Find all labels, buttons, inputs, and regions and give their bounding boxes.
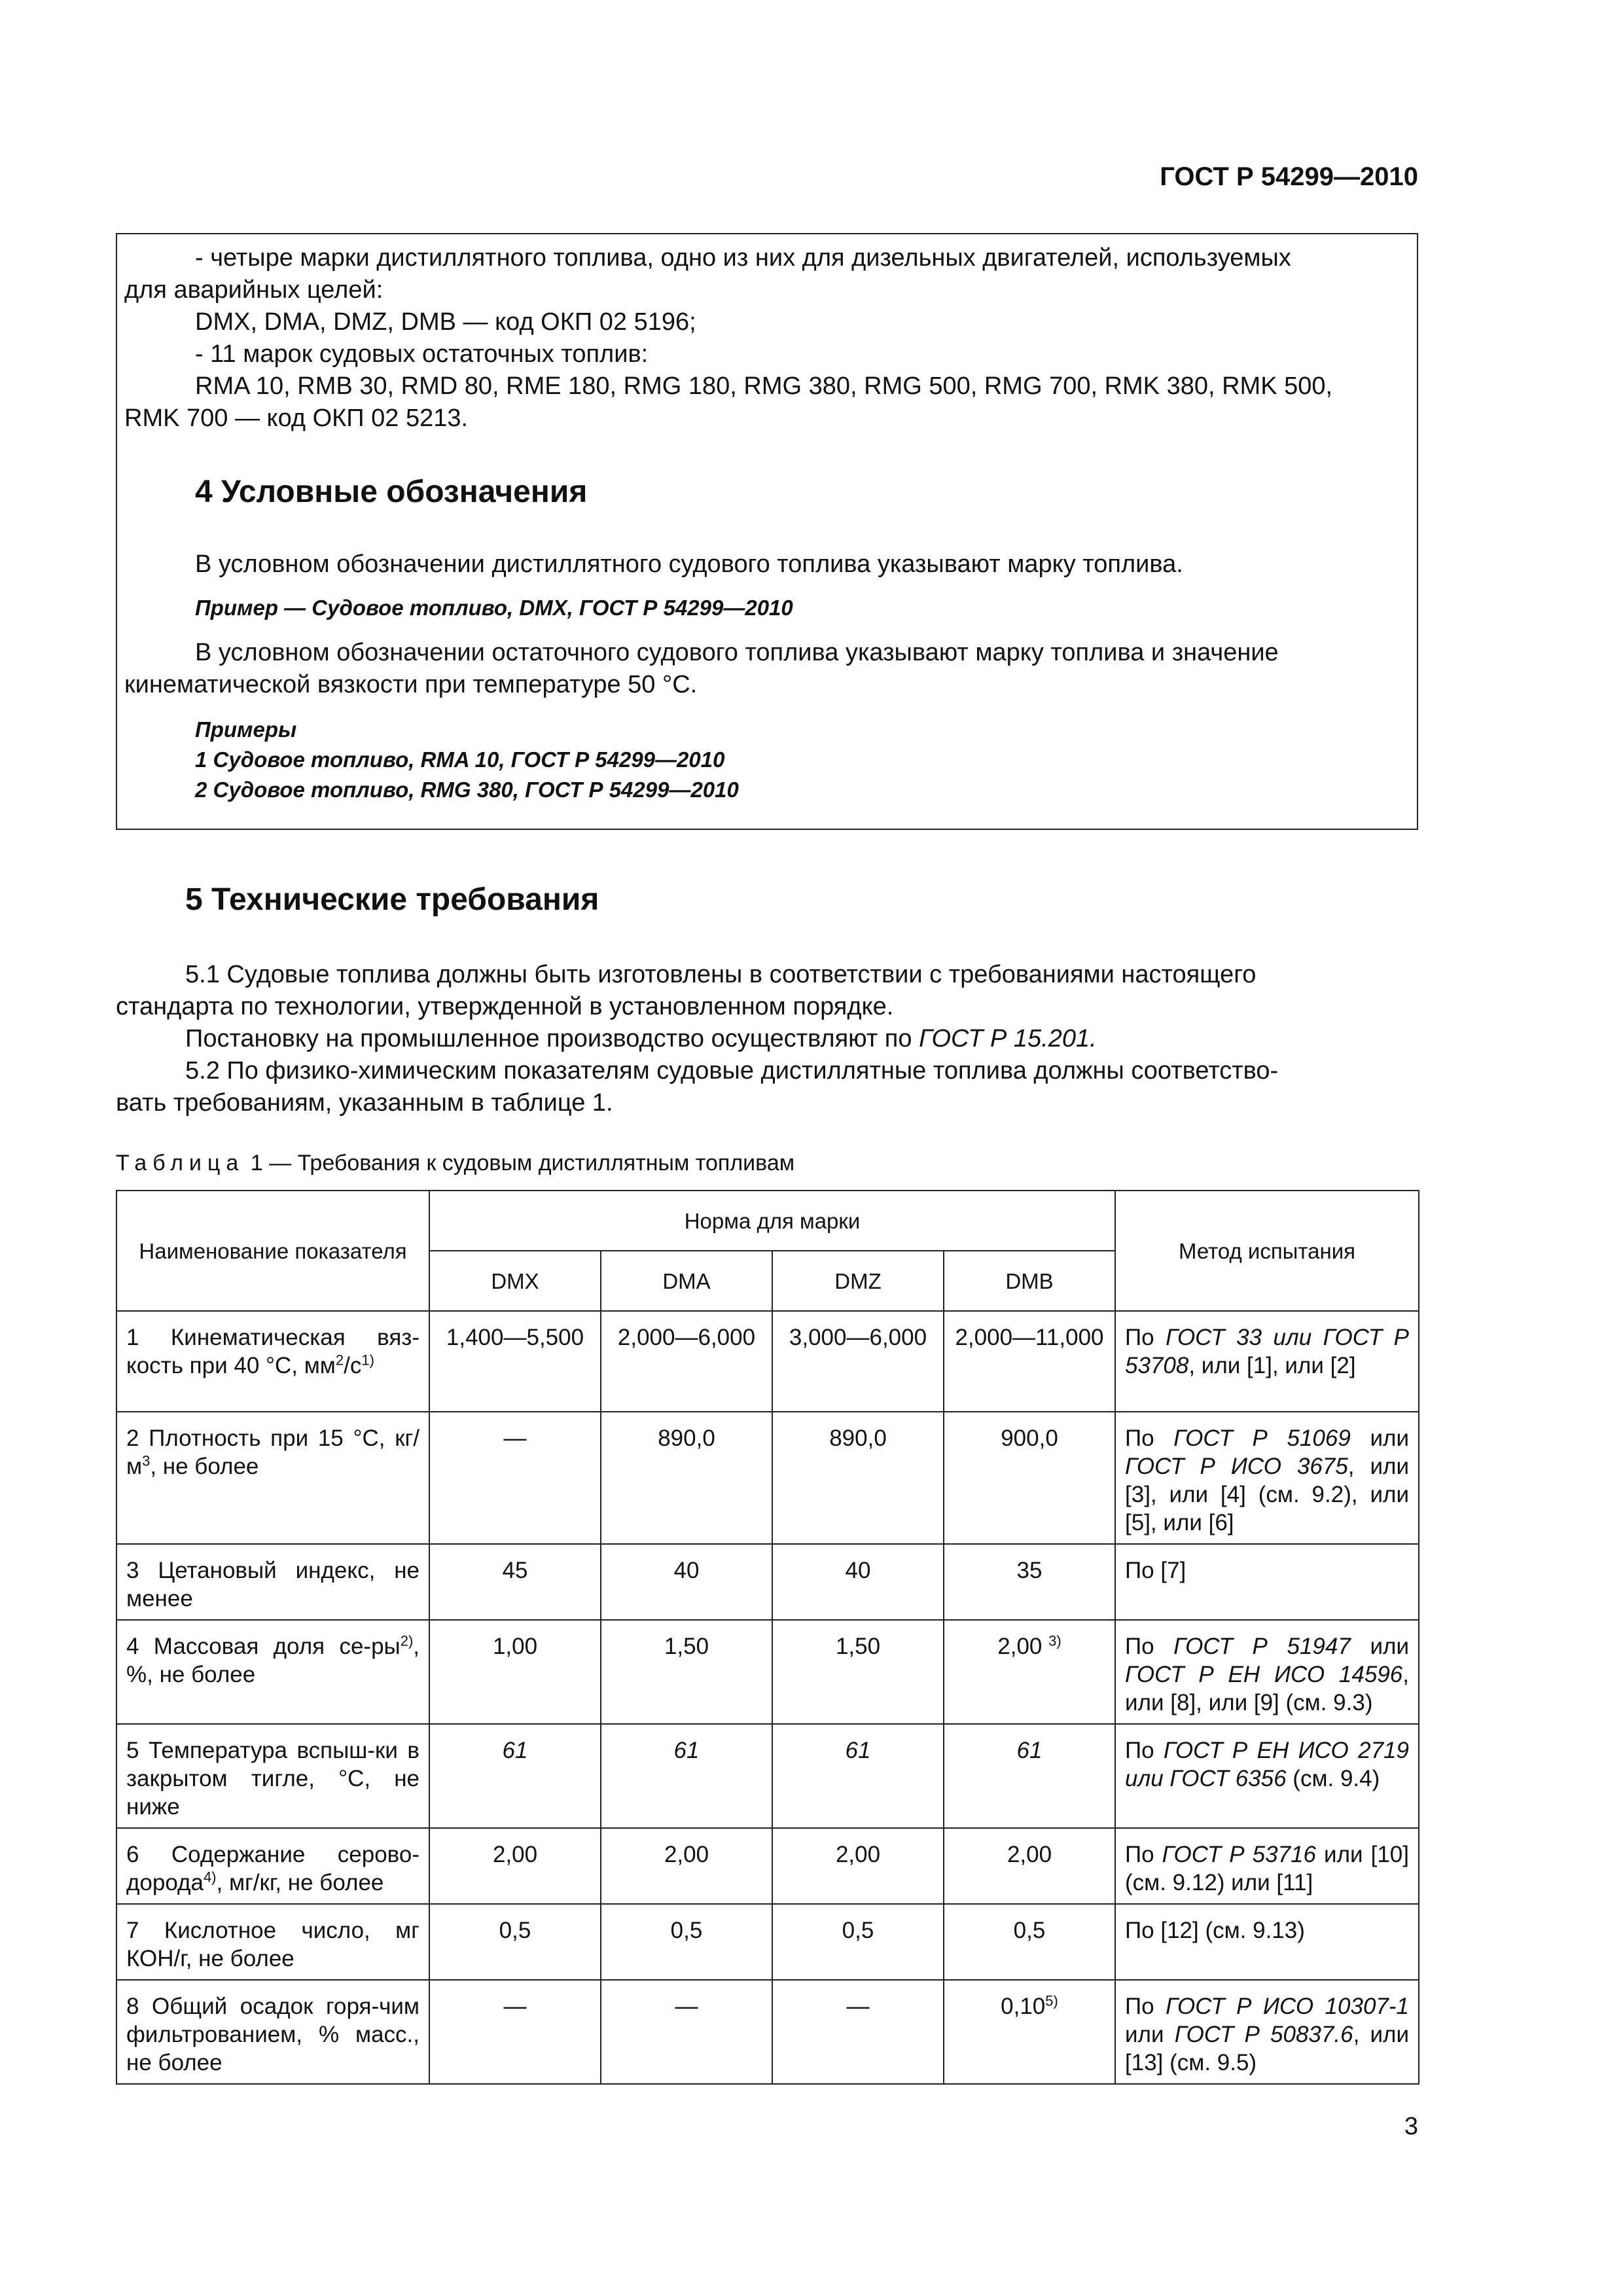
row-1-method-c: , или [1], или [2] — [1188, 1353, 1356, 1378]
section-5-p2 — [185, 1023, 1097, 1055]
table-row — [116, 1311, 1419, 1412]
row-7-dmz: 0,5 — [772, 1904, 944, 1980]
row-2-dmz: 890,0 — [772, 1412, 944, 1544]
row-3-dma: 40 — [601, 1544, 772, 1620]
row-2-method-a: По — [1125, 1426, 1174, 1451]
row-5-method-ref: ГОСТ Р ЕН ИСО 2719 или ГОСТ 6356 — [1125, 1738, 1409, 1791]
row-1-name-mid: /с — [344, 1353, 362, 1378]
table-row — [116, 1412, 1419, 1544]
section-4-heading: 4 Условные обозначения — [195, 475, 588, 509]
header-grade-dmz: DMZ — [772, 1251, 944, 1311]
header-grade-dmb: DMB — [944, 1251, 1115, 1311]
row-8-method-e: , или [13] (см. 9.5) — [1125, 2022, 1409, 2075]
row-8-method-c: или — [1125, 2022, 1175, 2047]
row-3-method: По [7] — [1115, 1544, 1419, 1620]
section-5-p2-text: Постановку на промышленное производство осуществляют по — [185, 1025, 919, 1052]
box-line-6: RMK 700 — код ОКП 02 5213. — [124, 404, 469, 432]
table-row — [116, 1544, 1419, 1620]
row-8-method-ref-2: ГОСТ Р 50837.6 — [1174, 2022, 1353, 2047]
section-4-examples-title: Примеры — [195, 717, 297, 742]
row-7-dmb: 0,5 — [944, 1904, 1115, 1980]
row-2-method-e: , или [3], или [4] (см. 9.2), или [5], или [6] — [1125, 1454, 1409, 1535]
header-indicator-name: Наименование показателя — [116, 1191, 429, 1311]
row-8-dmb — [944, 1980, 1115, 2084]
row-5-dmx: 61 — [429, 1724, 601, 1828]
row-4-dmb-value: 2,00 — [997, 1634, 1043, 1659]
row-4-method — [1115, 1620, 1419, 1724]
table-row — [116, 1620, 1419, 1724]
table-1 — [116, 1190, 1419, 2085]
row-8-dmb-value: 0,10 — [1001, 1994, 1046, 2019]
row-5-method — [1115, 1724, 1419, 1828]
table-caption-number: 1 — — [244, 1151, 298, 1175]
row-4-dmb — [944, 1620, 1115, 1724]
row-2-sup: 3 — [142, 1452, 151, 1469]
row-2-name-tail: , не более — [150, 1454, 259, 1479]
row-2-dma: 890,0 — [601, 1412, 772, 1544]
header-grade-dmx: DMX — [429, 1251, 601, 1311]
row-1-method — [1115, 1311, 1419, 1412]
row-5-method-a: По — [1125, 1738, 1164, 1763]
row-4-method-c: или — [1350, 1634, 1409, 1659]
row-1-sup-b: 1) — [361, 1352, 374, 1369]
row-1-name-text: 1 Кинематическая вяз-кость при 40 °С, мм — [126, 1325, 419, 1378]
row-1-dma: 2,000—6,000 — [601, 1311, 772, 1412]
row-1-dmx: 1,400—5,500 — [429, 1311, 601, 1412]
row-2-method-ref-1: ГОСТ Р 51069 — [1173, 1426, 1351, 1451]
row-5-name: 5 Температура вспыш-ки в закрытом тигле, °С, не ниже — [116, 1724, 429, 1828]
header-norm: Норма для марки — [429, 1191, 1115, 1251]
document-id: ГОСТ Р 54299—2010 — [1160, 162, 1418, 191]
section-4-example-2: 2 Судовое топливо, RMG 380, ГОСТ Р 54299—2010 — [195, 778, 739, 802]
table-row — [116, 1904, 1419, 1980]
section-5-p3b: вать требованиям, указанным в таблице 1. — [116, 1089, 613, 1117]
row-7-method: По [12] (см. 9.13) — [1115, 1904, 1419, 1980]
table-caption-text: Требования к судовым дистиллятным топливам — [297, 1151, 795, 1175]
row-6-dma: 2,00 — [601, 1828, 772, 1904]
section-5-p1a: 5.1 Судовые топлива должны быть изготовлены в соответствии с требованиями настоящего — [185, 961, 1257, 988]
section-5-p1b: стандарта по технологии, утвержденной в установленном порядке. — [116, 993, 894, 1020]
header-grade-dma: DMA — [601, 1251, 772, 1311]
row-8-name: 8 Общий осадок горя-чим фильтрованием, % масс., не более — [116, 1980, 429, 2084]
row-1-sup-a: 2 — [335, 1352, 344, 1369]
row-8-method-a: По — [1125, 1994, 1166, 2019]
table-1-caption — [116, 1150, 794, 1176]
row-1-dmb: 2,000—11,000 — [944, 1311, 1115, 1412]
row-6-name — [116, 1828, 429, 1904]
row-1-method-ref: ГОСТ 33 или ГОСТ Р 53708 — [1125, 1325, 1409, 1378]
row-6-sup: 4) — [203, 1869, 217, 1886]
row-5-method-c: (см. 9.4) — [1286, 1766, 1380, 1791]
row-4-method-ref-2: ГОСТ Р ЕН ИСО 14596 — [1125, 1662, 1403, 1687]
row-4-dmz: 1,50 — [772, 1620, 944, 1724]
row-1-dmz: 3,000—6,000 — [772, 1311, 944, 1412]
row-2-dmb: 900,0 — [944, 1412, 1115, 1544]
row-2-method — [1115, 1412, 1419, 1544]
row-6-name-text: 6 Содержание серово-дорода — [126, 1842, 419, 1895]
row-3-dmb: 35 — [944, 1544, 1115, 1620]
box-line-4: - 11 марок судовых остаточных топлив: — [195, 340, 649, 368]
row-8-method-ref-1: ГОСТ Р ИСО 10307-1 — [1166, 1994, 1409, 2019]
row-7-dma: 0,5 — [601, 1904, 772, 1980]
row-3-dmz: 40 — [772, 1544, 944, 1620]
row-5-dmb: 61 — [944, 1724, 1115, 1828]
table-row — [116, 1724, 1419, 1828]
header-method: Метод испытания — [1115, 1191, 1419, 1311]
box-line-3: DMX, DMA, DMZ, DMB — код ОКП 02 5196; — [195, 308, 696, 336]
table-row — [116, 1980, 1419, 2084]
row-8-dma: — — [601, 1980, 772, 2084]
row-2-name-text: 2 Плотность при 15 °С, кг/м — [126, 1426, 419, 1479]
row-4-dma: 1,50 — [601, 1620, 772, 1724]
row-6-method-c: или [10] (см. 9.12) или [11] — [1125, 1842, 1409, 1895]
row-6-dmz: 2,00 — [772, 1828, 944, 1904]
section-4-example-1: 1 Судовое топливо, RMA 10, ГОСТ Р 54299—2010 — [195, 747, 725, 772]
row-5-dma: 61 — [601, 1724, 772, 1828]
row-2-method-ref-2: ГОСТ Р ИСО 3675 — [1125, 1454, 1348, 1479]
section-4-paragraph-2b: кинематической вязкости при температуре 50 °С. — [124, 671, 698, 698]
row-1-method-a: По — [1125, 1325, 1166, 1350]
row-3-dmx: 45 — [429, 1544, 601, 1620]
section-4-paragraph-1: В условном обозначении дистиллятного судового топлива указывают марку топлива. — [195, 550, 1183, 578]
row-6-method — [1115, 1828, 1419, 1904]
row-6-method-a: По — [1125, 1842, 1162, 1867]
box-line-1: - четыре марки дистиллятного топлива, одно из них для дизельных двигателей, используемых — [195, 244, 1291, 272]
section-5-heading: 5 Технические требования — [185, 882, 599, 917]
row-4-name-text: 4 Массовая доля се-ры — [126, 1634, 401, 1659]
row-4-method-a: По — [1125, 1634, 1174, 1659]
row-4-dmb-sup: 3) — [1048, 1632, 1061, 1649]
row-6-dmx: 2,00 — [429, 1828, 601, 1904]
row-2-name — [116, 1412, 429, 1544]
row-6-method-ref: ГОСТ Р 53716 — [1162, 1842, 1317, 1867]
row-8-dmx: — — [429, 1980, 601, 2084]
table-row — [116, 1828, 1419, 1904]
row-4-name-tail: , %, не более — [126, 1634, 419, 1687]
section-4-example: Пример — Судовое топливо, DMX, ГОСТ Р 54299—2010 — [195, 596, 793, 620]
box-line-5: RMA 10, RMB 30, RMD 80, RME 180, RMG 180, RMG 380, RMG 500, RMG 700, RMK 380, RMK 500, — [195, 372, 1333, 400]
row-4-method-ref-1: ГОСТ Р 51947 — [1173, 1634, 1351, 1659]
row-8-dmb-sup: 5) — [1045, 1992, 1058, 2009]
gost-15-201-reference: ГОСТ Р 15.201. — [919, 1025, 1097, 1052]
row-4-dmx: 1,00 — [429, 1620, 601, 1724]
table-caption-label: Таблица — [116, 1151, 245, 1175]
row-6-dmb: 2,00 — [944, 1828, 1115, 1904]
section-5-p3a: 5.2 По физико-химическим показателям судовые дистиллятные топлива должны соответство- — [185, 1057, 1279, 1085]
row-4-method-e: , или [8], или [9] (см. 9.3) — [1125, 1662, 1409, 1715]
row-8-dmz: — — [772, 1980, 944, 2084]
box-line-2: для аварийных целей: — [124, 276, 383, 304]
row-7-dmx: 0,5 — [429, 1904, 601, 1980]
row-3-name: 3 Цетановый индекс, не менее — [116, 1544, 429, 1620]
row-5-dmz: 61 — [772, 1724, 944, 1828]
row-8-method — [1115, 1980, 1419, 2084]
row-1-name — [116, 1311, 429, 1412]
row-6-name-tail: , мг/кг, не более — [216, 1870, 384, 1895]
row-4-name — [116, 1620, 429, 1724]
row-7-name: 7 Кислотное число, мг КОН/г, не более — [116, 1904, 429, 1980]
row-4-sup: 2) — [400, 1632, 414, 1649]
page-number: 3 — [1404, 2113, 1418, 2140]
row-2-method-c: или — [1350, 1426, 1409, 1451]
section-4-paragraph-2a: В условном обозначении остаточного судового топлива указывают марку топлива и значение — [195, 639, 1279, 666]
row-2-dmx: — — [429, 1412, 601, 1544]
